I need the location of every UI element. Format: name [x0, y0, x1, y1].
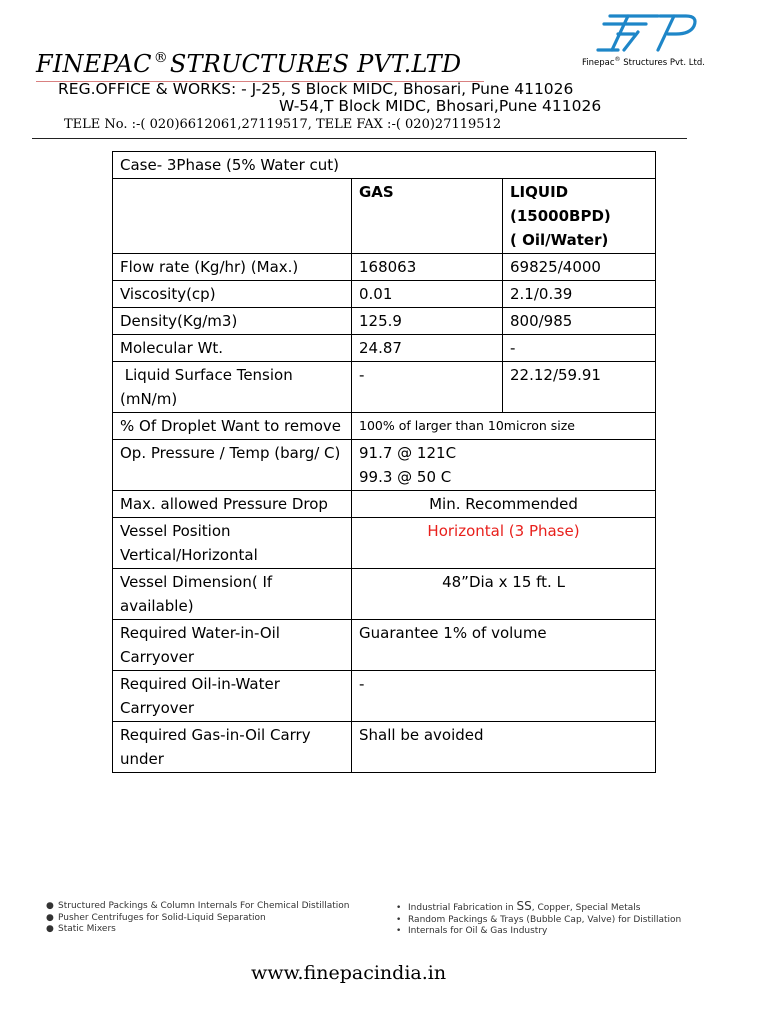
row-label: Molecular Wt.	[113, 335, 352, 362]
row-label: Vessel Dimension( If available)	[113, 569, 352, 620]
liquid-value: 800/985	[503, 308, 656, 335]
bullet-icon: •	[396, 926, 402, 936]
row-label: Required Oil-in-Water Carryover	[113, 671, 352, 722]
bullet-icon: ●	[46, 912, 54, 923]
water-in-oil-value: Guarantee 1% of volume	[352, 620, 656, 671]
list-item: ● Pusher Centrifuges for Solid-Liquid Separation	[46, 912, 266, 923]
oil-in-water-value: -	[352, 671, 656, 722]
table-row	[113, 671, 656, 722]
finepac-logo-icon	[588, 10, 708, 56]
vessel-dimension-value: 48”Dia x 15 ft. L	[352, 569, 656, 620]
liquid-value: 69825/4000	[503, 254, 656, 281]
list-item: • Random Packings & Trays (Bubble Cap, Valve) for Distillation	[396, 914, 682, 925]
company-name: FINEPAC ®STRUCTURES PVT.LTD	[36, 50, 462, 78]
row-label: % Of Droplet Want to remove	[113, 413, 352, 440]
table-row	[113, 413, 656, 440]
table-row	[113, 254, 656, 281]
gas-value: 125.9	[352, 308, 503, 335]
header-empty-cell	[113, 179, 352, 254]
liquid-value: -	[503, 335, 656, 362]
table-row	[113, 308, 656, 335]
bullet-icon: •	[396, 914, 402, 925]
table-row	[113, 152, 656, 179]
telephone-line: TELE No. :-( 020)6612061,27119517, TELE FAX :-( 020)27119512	[64, 117, 502, 132]
row-label: Required Water-in-Oil Carryover	[113, 620, 352, 671]
footer-product-list-left	[46, 901, 350, 936]
vessel-position-value: Horizontal (3 Phase)	[352, 518, 656, 569]
table-row	[113, 335, 656, 362]
row-label: Viscosity(cp)	[113, 281, 352, 308]
specification-table	[112, 151, 656, 773]
header-divider	[32, 138, 687, 139]
row-label: Liquid Surface Tension (mN/m)	[113, 362, 352, 413]
table-row	[113, 281, 656, 308]
table-row	[113, 440, 656, 491]
row-label: Required Gas-in-Oil Carry under	[113, 722, 352, 773]
row-label: Flow rate (Kg/hr) (Max.)	[113, 254, 352, 281]
table-row	[113, 491, 656, 518]
footer-product-list-right	[396, 901, 681, 938]
table-row	[113, 620, 656, 671]
gas-value: 0.01	[352, 281, 503, 308]
list-item: • Industrial Fabrication in SS, Copper, Special Metals	[396, 899, 641, 913]
pressure-drop-value: Min. Recommended	[352, 491, 656, 518]
logo-caption: Finepac® Structures Pvt. Ltd.	[582, 56, 705, 68]
droplet-value: 100% of larger than 10micron size	[352, 413, 656, 440]
gas-in-oil-value: Shall be avoided	[352, 722, 656, 773]
bullet-icon: •	[396, 903, 402, 913]
bullet-icon: ●	[46, 901, 54, 911]
registered-mark: ®	[153, 50, 168, 66]
address-line-2: W-54,T Block MIDC, Bhosari,Pune 411026	[279, 97, 602, 115]
table-row	[113, 722, 656, 773]
row-label: Density(Kg/m3)	[113, 308, 352, 335]
row-label: Max. allowed Pressure Drop	[113, 491, 352, 518]
table-row	[113, 518, 656, 569]
table-header-row	[113, 179, 656, 254]
op-pressure-temp-value: 91.7 @ 121C 99.3 @ 50 C	[352, 440, 656, 491]
table-row	[113, 362, 656, 413]
column-header-liquid: LIQUID (15000BPD) ( Oil/Water)	[503, 179, 656, 254]
address-line-1: REG.OFFICE & WORKS: - J-25, S Block MIDC, Bhosari, Pune 411026	[58, 80, 574, 98]
gas-value: -	[352, 362, 503, 413]
liquid-value: 2.1/0.39	[503, 281, 656, 308]
list-item: ● Static Mixers	[46, 924, 116, 934]
liquid-value: 22.12/59.91	[503, 362, 656, 413]
row-label: Op. Pressure / Temp (barg/ C)	[113, 440, 352, 491]
list-item: • Internals for Oil & Gas Industry	[396, 926, 548, 936]
bullet-icon: ●	[46, 924, 54, 934]
table-row	[113, 569, 656, 620]
list-item: ● Structured Packings & Column Internals For Chemical Distillation	[46, 901, 350, 911]
row-label: Vessel Position Vertical/Horizontal	[113, 518, 352, 569]
gas-value: 168063	[352, 254, 503, 281]
column-header-gas: GAS	[352, 179, 503, 254]
case-title: Case- 3Phase (5% Water cut)	[113, 152, 656, 179]
gas-value: 24.87	[352, 335, 503, 362]
website-link[interactable]: www.finepacindia.in	[251, 962, 447, 984]
